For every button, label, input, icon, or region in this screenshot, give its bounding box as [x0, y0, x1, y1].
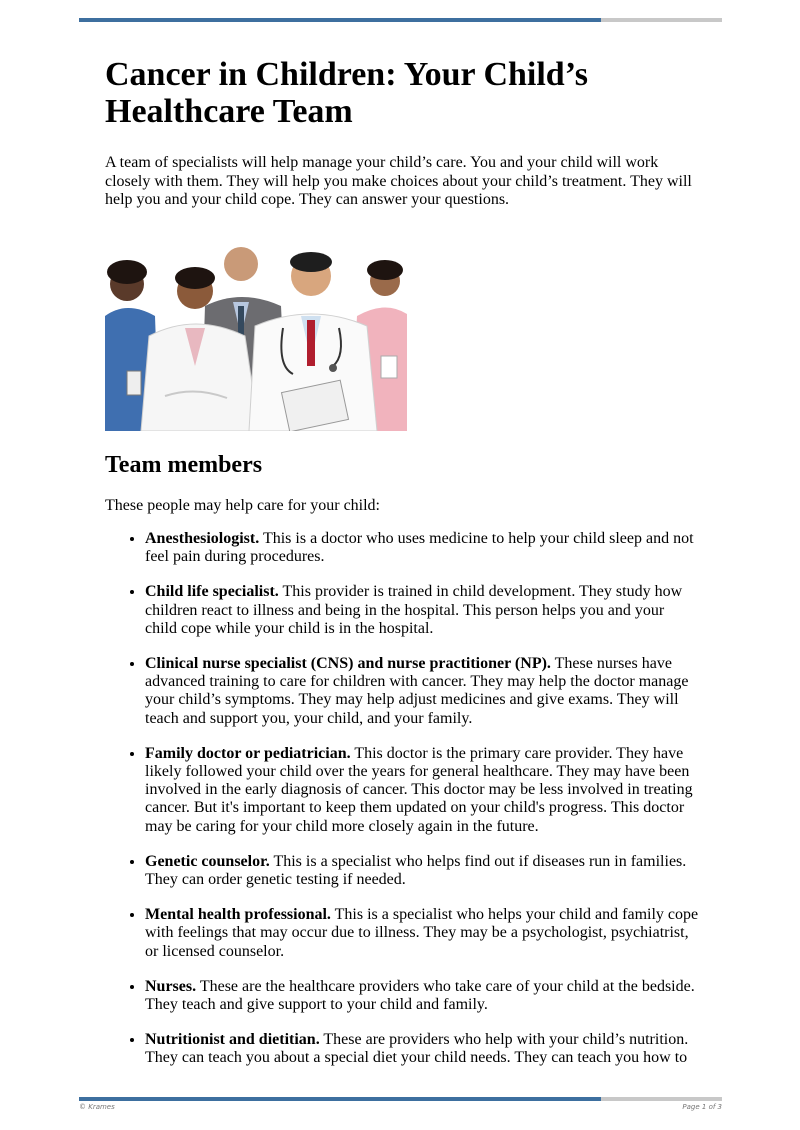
list-item-text: This is a specialist who helps your child and family cope with feelings that may occur due to illness. They may be a psychologist, psychiatrist, or licensed counselor.	[145, 906, 699, 960]
list-item-text: These are providers who help with your child’s nutrition. They can teach you about a special diet your child needs. They can teach you how to	[145, 1031, 689, 1067]
team-member-list	[105, 530, 705, 1068]
page-title: Cancer in Children: Your Child’s Healthcare Team	[105, 56, 589, 130]
list-item-term: Clinical nurse specialist (CNS) and nurse practitioner (NP).	[145, 655, 551, 673]
top-progress-bar	[79, 18, 722, 22]
list-item	[145, 978, 705, 1014]
list-item-text: This is a doctor who uses medicine to help your child sleep and not feel pain during procedures.	[145, 530, 694, 566]
list-item-text: This provider is trained in child development. They study how children react to illness and being in the hospital. This person helps you and your child cope while your child is in the hospital.	[145, 583, 683, 637]
footer-page-number: Page 1 of 3	[682, 1103, 722, 1111]
person-3-head	[224, 247, 258, 281]
list-item	[145, 530, 705, 566]
list-item-term: Family doctor or pediatrician.	[145, 744, 351, 762]
list-item-text: These are the healthcare providers who take care of your child at the bedside. They teach and give support to your child and family.	[145, 977, 695, 1014]
list-item	[145, 853, 705, 889]
list-item	[145, 906, 705, 961]
document-body	[105, 56, 705, 1085]
list-item-term: Anesthesiologist.	[145, 530, 260, 547]
bottom-bar-accent	[79, 1097, 601, 1101]
list-item-text: This is a specialist who helps find out if diseases run in families. They can order genetic testing if needed.	[145, 852, 687, 889]
bottom-progress-bar	[79, 1097, 722, 1101]
top-bar-accent	[79, 18, 601, 22]
intro-paragraph: A team of specialists will help manage your child’s care. You and your child will work closely with them. They will help you make choices about your child’s treatment. They will help you and your child cope. They can answer your questions.	[105, 154, 692, 208]
list-item-term: Genetic counselor.	[145, 852, 270, 870]
list-item-term: Child life specialist.	[145, 583, 279, 601]
section-lead: These people may help care for your child:	[105, 496, 380, 514]
list-item-term: Nurses.	[145, 977, 197, 995]
healthcare-team-photo	[105, 236, 407, 431]
list-item-text: These nurses have advanced training to care for children with cancer. They may help the doctor manage your child’s symptoms. They may help adjust medicines and give exams. They will teach and support you, your child, and your family.	[145, 655, 689, 727]
list-item	[145, 745, 705, 836]
list-item-text: This doctor is the primary care provider. They have likely followed your child over the years for general healthcare. They may have been involved in the early diagnosis of cancer. This doctor may be less involved in treating cancer. But it's important to keep them updated on your child's progress. This doctor may be caring for your child more closely again in the future.	[145, 744, 693, 835]
footer-copyright: © Krames	[79, 1103, 115, 1111]
list-item-term: Mental health professional.	[145, 906, 331, 924]
list-item	[145, 1031, 705, 1067]
list-item	[145, 583, 705, 638]
list-item-term: Nutritionist and dietitian.	[145, 1031, 320, 1049]
section-heading: Team members	[105, 451, 263, 478]
list-item	[145, 655, 705, 728]
